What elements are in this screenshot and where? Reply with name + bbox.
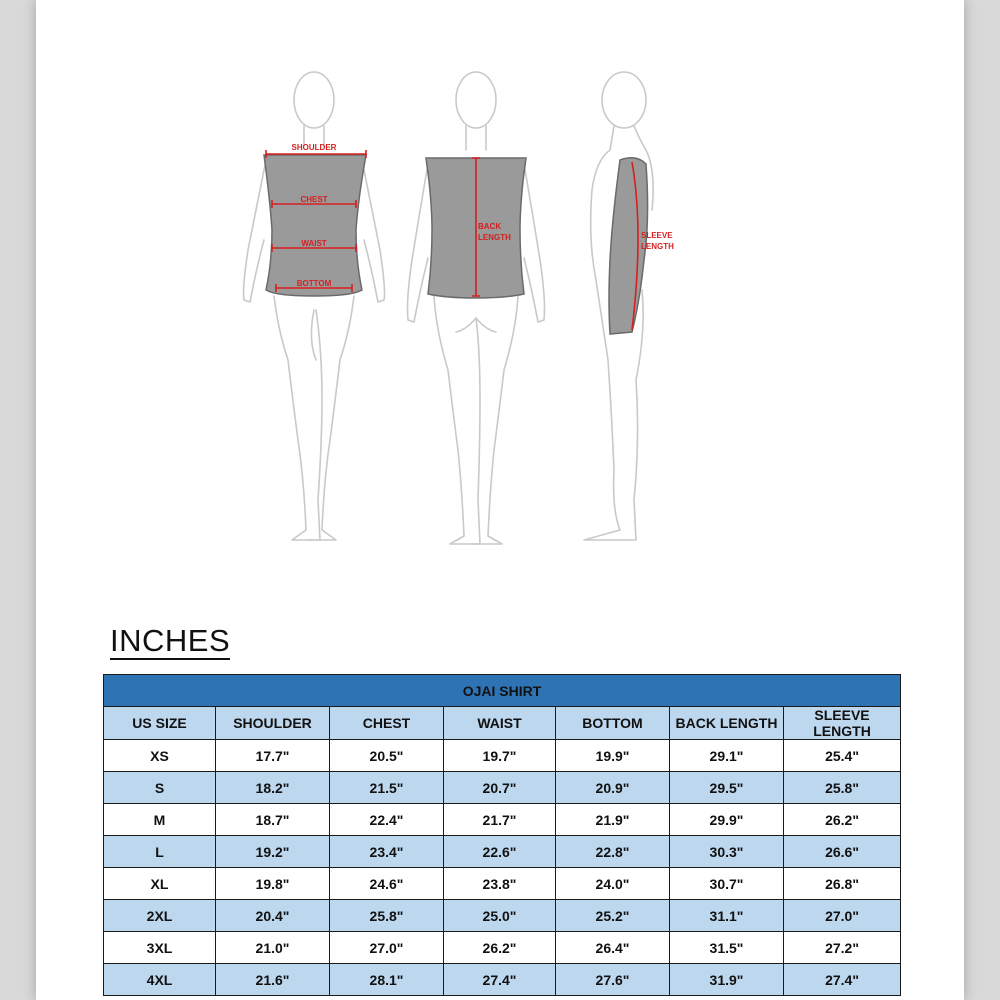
table-cell: 25.4" [784,740,901,772]
table-cell: 26.6" [784,836,901,868]
table-cell: 21.6" [216,964,330,996]
table-cell: 27.4" [444,964,556,996]
table-cell: 3XL [104,932,216,964]
table-cell: 27.0" [330,932,444,964]
bottom-label: BOTTOM [296,279,332,288]
table-cell: 2XL [104,900,216,932]
measurement-figures [36,0,964,600]
table-cell: 25.2" [556,900,670,932]
table-cell: 27.4" [784,964,901,996]
table-cell: 29.1" [670,740,784,772]
size-table [103,674,901,996]
table-cell: 23.8" [444,868,556,900]
table-row [104,900,901,932]
table-row [104,836,901,868]
chest-label: CHEST [300,195,328,204]
table-cell: 26.8" [784,868,901,900]
table-cell: 25.8" [330,900,444,932]
table-cell: 22.8" [556,836,670,868]
table-cell: 29.5" [670,772,784,804]
table-row [104,964,901,996]
size-chart-page [36,0,964,1000]
table-cell: 21.9" [556,804,670,836]
table-cell: 30.3" [670,836,784,868]
units-heading: INCHES [110,623,231,658]
table-cell: 20.7" [444,772,556,804]
table-cell: 23.4" [330,836,444,868]
table-row [104,740,901,772]
table-cell: XS [104,740,216,772]
table-cell: 27.0" [784,900,901,932]
column-header: CHEST [330,707,444,740]
column-header: SHOULDER [216,707,330,740]
table-title: OJAI SHIRT [104,675,901,707]
table-cell: 25.8" [784,772,901,804]
table-cell: 29.9" [670,804,784,836]
table-cell: 26.2" [444,932,556,964]
table-cell: 19.9" [556,740,670,772]
table-cell: 31.5" [670,932,784,964]
table-cell: 20.4" [216,900,330,932]
table-row [104,772,901,804]
table-cell: 26.2" [784,804,901,836]
table-row [104,868,901,900]
column-header: SLEEVE LENGTH [784,707,901,740]
table-row [104,804,901,836]
table-header-row [104,707,901,740]
table-cell: 28.1" [330,964,444,996]
shoulder-label: SHOULDER [291,143,337,152]
table-row [104,932,901,964]
table-cell: 17.7" [216,740,330,772]
table-cell: S [104,772,216,804]
table-cell: 19.8" [216,868,330,900]
column-header: BACK LENGTH [670,707,784,740]
column-header: BOTTOM [556,707,670,740]
table-cell: M [104,804,216,836]
back-figure [408,72,545,544]
column-header: US SIZE [104,707,216,740]
table-cell: 27.2" [784,932,901,964]
table-cell: 31.1" [670,900,784,932]
table-cell: 18.7" [216,804,330,836]
waist-label: WAIST [301,239,327,248]
table-cell: 27.6" [556,964,670,996]
table-cell: 30.7" [670,868,784,900]
measurement-diagram [36,0,964,600]
column-header: WAIST [444,707,556,740]
table-cell: L [104,836,216,868]
sleeve-length-label-line2: LENGTH [641,242,674,251]
table-cell: 20.5" [330,740,444,772]
back-length-label-line1: BACK [478,222,502,231]
table-cell: 19.7" [444,740,556,772]
table-cell: XL [104,868,216,900]
table-cell: 21.5" [330,772,444,804]
table-cell: 21.7" [444,804,556,836]
table-cell: 24.0" [556,868,670,900]
table-cell: 22.6" [444,836,556,868]
table-cell: 26.4" [556,932,670,964]
table-cell: 22.4" [330,804,444,836]
table-cell: 24.6" [330,868,444,900]
table-cell: 25.0" [444,900,556,932]
table-cell: 18.2" [216,772,330,804]
sleeve-length-label-line1: SLEEVE [641,231,673,240]
table-cell: 20.9" [556,772,670,804]
back-length-label-line2: LENGTH [478,233,511,242]
table-cell: 21.0" [216,932,330,964]
table-cell: 19.2" [216,836,330,868]
table-cell: 31.9" [670,964,784,996]
table-cell: 4XL [104,964,216,996]
